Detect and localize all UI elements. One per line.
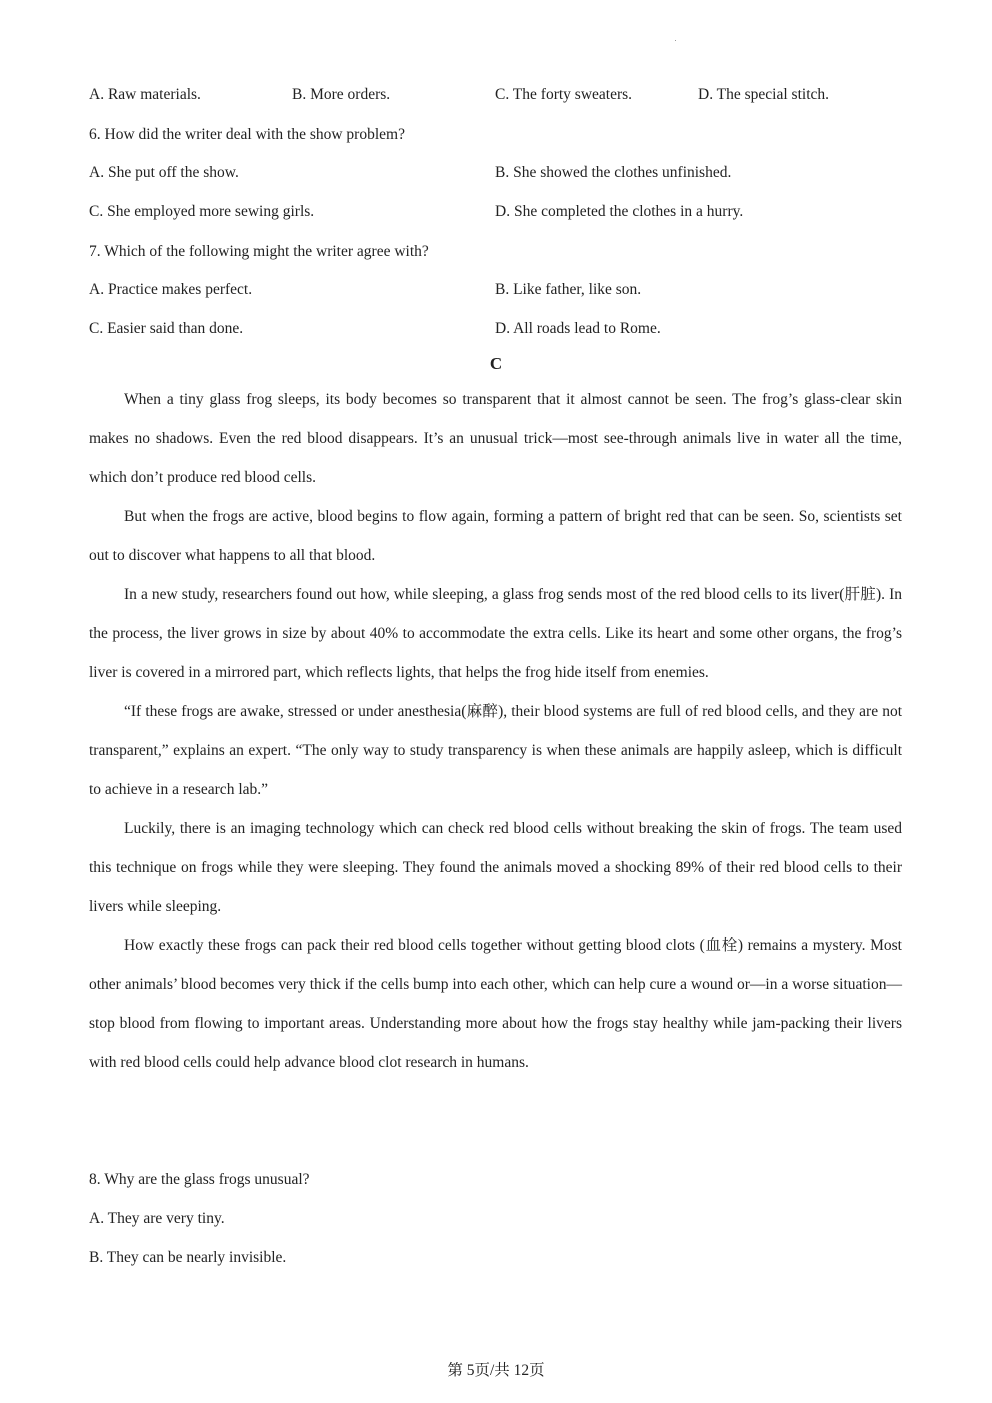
q6-option-d[interactable]: D. She completed the clothes in a hurry.	[495, 203, 744, 220]
scan-dot	[675, 40, 676, 41]
q5-option-c[interactable]: C. The forty sweaters.	[495, 86, 633, 103]
q7-stem: 7. Which of the following might the writer agree with?	[89, 243, 429, 260]
passage-paragraph: Luckily, there is an imaging technology which can check red blood cells without breaking the skin of frogs. The team used this technique on frogs while they were sleeping. They found the animals moved a shocking 89% of their red blood cells to their livers while sleeping.	[89, 820, 902, 915]
q5-option-d[interactable]: D. The special stitch.	[698, 86, 830, 103]
reading-passage	[89, 380, 902, 1082]
q7-option-c[interactable]: C. Easier said than done.	[89, 320, 244, 337]
q8-stem: 8. Why are the glass frogs unusual?	[89, 1171, 310, 1188]
passage-paragraph: But when the frogs are active, blood begins to flow again, forming a pattern of bright red that can be seen. So, scientists set out to discover what happens to all that blood.	[89, 508, 902, 564]
q8-option-b[interactable]: B. They can be nearly invisible.	[89, 1249, 287, 1266]
q7-option-d[interactable]: D. All roads lead to Rome.	[495, 320, 661, 337]
passage-paragraph: “If these frogs are awake, stressed or under anesthesia(麻醉), their blood systems are full of red blood cells, and they are not transparent,” explains an expert. “The only way to study transparency is when these animals are happily asleep, which is difficult to achieve in a research lab.”	[89, 703, 902, 798]
q6-option-b[interactable]: B. She showed the clothes unfinished.	[495, 164, 732, 181]
q8-option-a[interactable]: A. They are very tiny.	[89, 1210, 225, 1227]
section-title: C	[489, 354, 503, 373]
passage-paragraph: How exactly these frogs can pack their red blood cells together without getting blood clots (血栓) remains a mystery. Most other animals’ blood becomes very thick if the cells bump into each other, which can help cure a wound or—in a worse situation—stop blood from flowing to important areas. Understanding more about how the frogs stay healthy while jam-packing their livers with red blood cells could help advance blood clot research in humans.	[89, 937, 902, 1071]
passage-paragraph: When a tiny glass frog sleeps, its body becomes so transparent that it almost cannot be seen. The frog’s glass-clear skin makes no shadows. Even the red blood disappears. It’s an unusual trick—most see-through animals live in water all the time, which don’t produce red blood cells.	[89, 391, 902, 486]
q5-option-a[interactable]: A. Raw materials.	[89, 86, 201, 103]
q7-option-a[interactable]: A. Practice makes perfect.	[89, 281, 253, 298]
q7-option-b[interactable]: B. Like father, like son.	[495, 281, 642, 298]
q5-option-b[interactable]: B. More orders.	[292, 86, 391, 103]
q6-option-a[interactable]: A. She put off the show.	[89, 164, 239, 181]
q6-stem: 6. How did the writer deal with the show problem?	[89, 126, 405, 143]
page-number: 第 5页/共 12页	[447, 1362, 545, 1379]
q6-option-c[interactable]: C. She employed more sewing girls.	[89, 203, 315, 220]
passage-paragraph: In a new study, researchers found out how, while sleeping, a glass frog sends most of the red blood cells to its liver(肝脏). In the process, the liver grows in size by about 40% to accommodate the extra cells. Like its heart and some other organs, the frog’s liver is covered in a mirrored part, which reflects lights, that helps the frog hide itself from enemies.	[89, 586, 902, 681]
